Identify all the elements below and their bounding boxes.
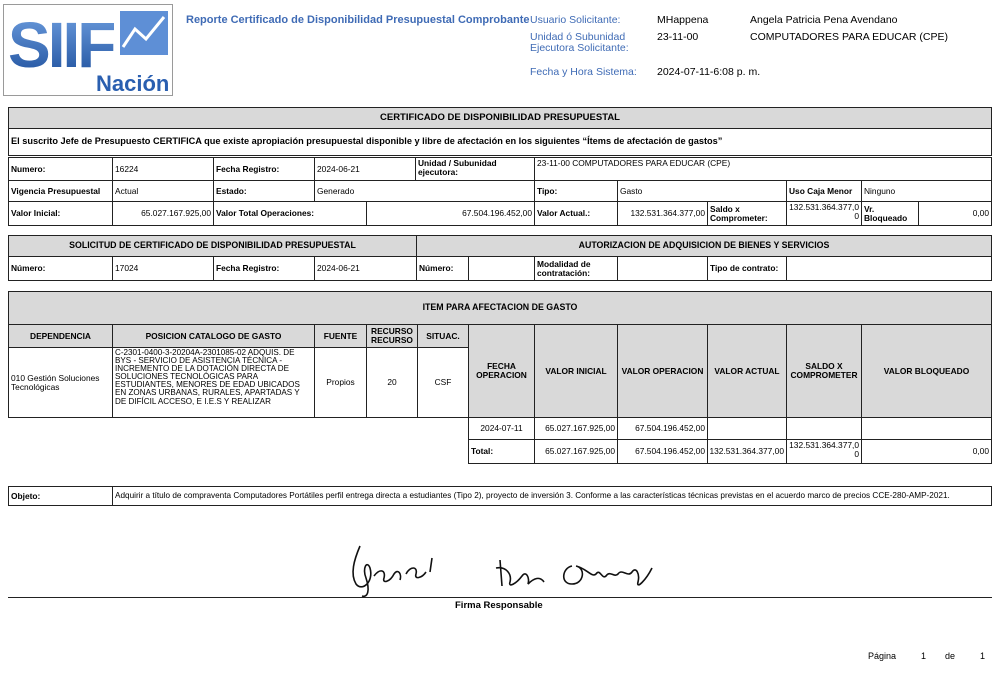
autorizacion-numero-label: Número: — [416, 256, 469, 281]
unidad-label: Unidad / Subunidad ejecutora: — [415, 157, 535, 181]
estado-value: Generado — [314, 180, 535, 202]
autorizacion-numero-value — [468, 256, 535, 281]
numero-label: Numero: — [8, 157, 113, 181]
unit-label-2: Ejecutora Solicitante: — [530, 42, 629, 54]
tipo-label: Tipo: — [534, 180, 618, 202]
op-valor-actual — [707, 417, 787, 440]
unit-code: 23-11-00 — [657, 31, 699, 43]
estado-label: Estado: — [213, 180, 315, 202]
user-code: MHappena — [657, 14, 709, 26]
total-bloqueado: 0,00 — [861, 439, 992, 464]
col-recurso-line2: RECURSO — [371, 335, 413, 345]
col-valor-inicial: VALOR INICIAL — [534, 324, 618, 418]
valor-inicial-value: 65.027.167.925,00 — [112, 201, 214, 226]
page-total: 1 — [980, 651, 986, 661]
saldo-label: Saldo x Comprometer: — [707, 201, 787, 226]
col-posicion: POSICION CATALOGO DE GASTO — [112, 324, 315, 348]
valor-total-ops-label: Valor Total Operaciones: — [213, 201, 367, 226]
logo-text-siif: SIIF — [8, 9, 114, 81]
total-valor-operacion: 67.504.196.452,00 — [617, 439, 708, 464]
tipo-contrato-value — [786, 256, 992, 281]
fecha-registro-label: Fecha Registro: — [213, 157, 315, 181]
modalidad-label: Modalidad de contratación: — [534, 256, 618, 281]
date-value: 2024-07-11-6:08 p. m. — [657, 66, 761, 78]
autorizacion-title: AUTORIZACION DE ADQUISICION DE BIENES Y SERVICIOS — [416, 235, 992, 257]
numero-value: 16224 — [112, 157, 214, 181]
col-dependencia: DEPENDENCIA — [8, 324, 113, 348]
objeto-label: Objeto: — [8, 486, 113, 506]
fecha-registro-value: 2024-06-21 — [314, 157, 416, 181]
uso-caja-label: Uso Caja Menor — [786, 180, 862, 202]
tipo-contrato-label: Tipo de contrato: — [707, 256, 787, 281]
valor-total-ops-value: 67.504.196.452,00 — [366, 201, 535, 226]
item-dependencia: 010 Gestión Soluciones Tecnológicas — [8, 347, 113, 418]
valor-actual-value: 132.531.364.377,00 — [617, 201, 708, 226]
col-situac: SITUAC. — [417, 324, 469, 348]
col-valor-op: VALOR OPERACION — [617, 324, 708, 418]
pagina-label: Página — [868, 651, 897, 661]
total-valor-inicial: 65.027.167.925,00 — [534, 439, 618, 464]
user-label: Usuario Solicitante: — [530, 14, 621, 26]
op-saldo — [786, 417, 862, 440]
tipo-value: Gasto — [617, 180, 787, 202]
cert-title: CERTIFICADO DE DISPONIBILIDAD PRESUPUESTAL — [8, 107, 992, 129]
col-fecha-op: FECHA OPERACION — [468, 324, 535, 418]
solicitud-fecha-label: Fecha Registro: — [213, 256, 315, 281]
chart-square — [120, 11, 168, 55]
vigencia-value: Actual — [112, 180, 214, 202]
page-number: 1 — [921, 651, 927, 661]
date-label: Fecha y Hora Sistema: — [530, 66, 637, 78]
col-saldo: SALDO X COMPROMETER — [786, 324, 862, 418]
op-fecha: 2024-07-11 — [468, 417, 535, 440]
firma-label: Firma Responsable — [455, 600, 543, 611]
col-recurso-line1: RECURSO — [371, 326, 413, 337]
saldo-value: 132.531.364.377,00 — [786, 201, 862, 226]
solicitud-fecha-value: 2024-06-21 — [314, 256, 417, 281]
uso-caja-value: Ninguno — [861, 180, 992, 202]
item-recurso: 20 — [366, 347, 418, 418]
solicitud-numero-label: Número: — [8, 256, 113, 281]
items-title: ITEM PARA AFECTACION DE GASTO — [8, 291, 992, 325]
user-name: Angela Patricia Pena Avendano — [750, 14, 898, 26]
col-valor-actual: VALOR ACTUAL — [707, 324, 787, 418]
op-bloqueado — [861, 417, 992, 440]
cert-statement: El suscrito Jefe de Presupuesto CERTIFICA que existe apropiación presupuestal disponible y libre de afectación en los siguientes “Ítems de afectación de gastos” — [8, 128, 992, 156]
siif-logo — [3, 4, 173, 96]
valor-inicial-label: Valor Inicial: — [8, 201, 113, 226]
modalidad-value — [617, 256, 708, 281]
unidad-value: 23-11-00 COMPUTADORES PARA EDUCAR (CPE) — [534, 157, 992, 181]
vr-bloqueado-value: 0,00 — [918, 201, 992, 226]
de-label: de — [945, 651, 956, 661]
vr-bloqueado-label: Vr. Bloqueado — [861, 201, 919, 226]
col-valor-bloqueado: VALOR BLOQUEADO — [861, 324, 992, 418]
item-fuente: Propios — [314, 347, 367, 418]
col-fuente: FUENTE — [314, 324, 367, 348]
handwritten-signature — [340, 538, 680, 600]
signature-line — [8, 597, 992, 598]
unit-name: COMPUTADORES PARA EDUCAR (CPE) — [750, 31, 948, 43]
item-posicion: C-2301-0400-3-20204A-2301085-02 ADQUIS. DE BYS - SERVICIO DE ASISTENCIA TÉCNICA - INCREMENTO DE LA DOTACIÓN DIRECTA DE SOLUCIONES TECNOLÓGICAS PARA ESTUDIANTES, MENORES DE EDAD UBICADOS EN ZONAS URBANAS, RURALES, APARTADAS Y DE DIFÍCIL ACCESO, E I.E.S Y REALIZAR — [112, 347, 315, 418]
valor-actual-label: Valor Actual.: — [534, 201, 618, 226]
total-valor-actual: 132.531.364.377,00 — [707, 439, 787, 464]
unit-label-1: Unidad ó Subunidad — [530, 31, 626, 43]
logo-text-nacion: Nación — [96, 71, 170, 95]
siif-nacion-logo — [4, 5, 172, 95]
solicitud-title: SOLICITUD DE CERTIFICADO DE DISPONIBILIDAD PRESUPUESTAL — [8, 235, 417, 257]
op-valor-inicial: 65.027.167.925,00 — [534, 417, 618, 440]
item-situac: CSF — [417, 347, 469, 418]
solicitud-numero-value: 17024 — [112, 256, 214, 281]
total-saldo: 132.531.364.377,00 — [786, 439, 862, 464]
vigencia-label: Vigencia Presupuestal — [8, 180, 113, 202]
op-valor-operacion: 67.504.196.452,00 — [617, 417, 708, 440]
report-title: Reporte Certificado de Disponibilidad Presupuestal Comprobante — [186, 14, 530, 26]
col-recurso — [366, 324, 418, 348]
total-label: Total: — [468, 439, 535, 464]
objeto-text: Adquirir a título de compraventa Computadores Portátiles perfil entrega directa a estudiantes (Tipo 2), proyecto de inversión 3. Conforme a las características técnicas previstas en el acuerdo marco de precios CCE-280-AMP-2021. — [112, 486, 992, 506]
